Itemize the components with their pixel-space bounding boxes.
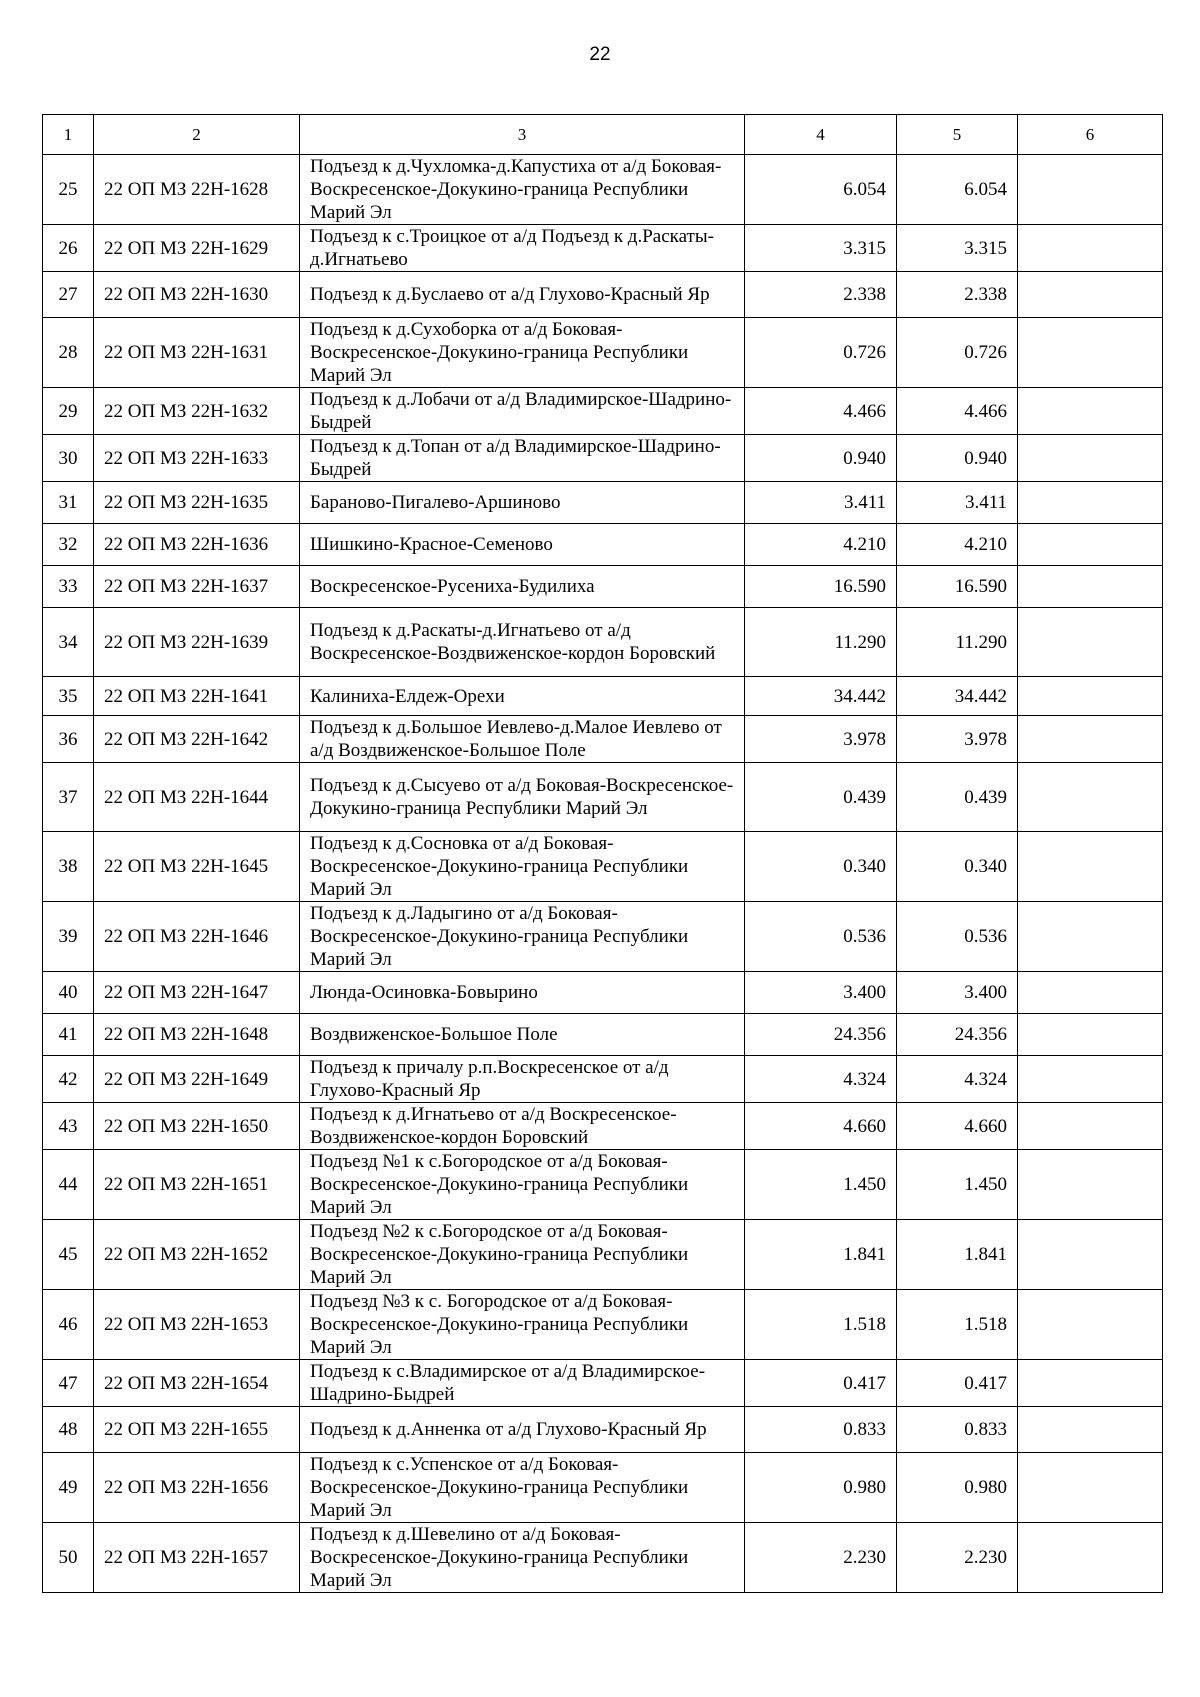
- length-col-4: 0.340: [745, 832, 897, 902]
- row-number: 25: [43, 155, 94, 225]
- road-id: 22 ОП МЗ 22Н-1647: [94, 972, 300, 1014]
- length-col-5: 1.518: [897, 1290, 1018, 1360]
- length-col-5: 0.940: [897, 435, 1018, 482]
- table-body: [43, 155, 1163, 1593]
- road-name: Подъезд к д.Игнатьево от а/д Воскресенское-Воздвиженское-кордон Боровский: [300, 1103, 745, 1150]
- row-number: 26: [43, 225, 94, 272]
- length-col-5: 6.054: [897, 155, 1018, 225]
- road-name: Воскресенское-Русениха-Будилиха: [300, 566, 745, 608]
- table-row: [43, 1014, 1163, 1056]
- road-id: 22 ОП МЗ 22Н-1648: [94, 1014, 300, 1056]
- length-col-4: 0.536: [745, 902, 897, 972]
- note-col-6: [1018, 972, 1163, 1014]
- length-col-4: 1.450: [745, 1150, 897, 1220]
- note-col-6: [1018, 832, 1163, 902]
- table-row: [43, 272, 1163, 318]
- note-col-6: [1018, 1407, 1163, 1453]
- length-col-4: 2.338: [745, 272, 897, 318]
- length-col-4: 24.356: [745, 1014, 897, 1056]
- note-col-6: [1018, 1103, 1163, 1150]
- road-name: Подъезд к д.Сухоборка от а/д Боковая-Воскресенское-Докукино-граница Республики Марий Эл: [300, 318, 745, 388]
- road-name: Люнда-Осиновка-Бовырино: [300, 972, 745, 1014]
- road-name: Подъезд №1 к с.Богородское от а/д Боковая-Воскресенское-Докукино-граница Республики Марий Эл: [300, 1150, 745, 1220]
- road-id: 22 ОП МЗ 22Н-1646: [94, 902, 300, 972]
- length-col-5: 2.230: [897, 1523, 1018, 1593]
- row-number: 47: [43, 1360, 94, 1407]
- note-col-6: [1018, 1056, 1163, 1103]
- length-col-4: 3.315: [745, 225, 897, 272]
- row-number: 36: [43, 716, 94, 763]
- length-col-5: 3.411: [897, 482, 1018, 524]
- row-number: 29: [43, 388, 94, 435]
- table-row: [43, 1290, 1163, 1360]
- row-number: 50: [43, 1523, 94, 1593]
- note-col-6: [1018, 716, 1163, 763]
- road-name: Подъезд к с.Успенское от а/д Боковая-Воскресенское-Докукино-граница Республики Марий Эл: [300, 1453, 745, 1523]
- row-number: 33: [43, 566, 94, 608]
- header-col-4: 4: [745, 115, 897, 155]
- row-number: 39: [43, 902, 94, 972]
- row-number: 42: [43, 1056, 94, 1103]
- length-col-5: 0.980: [897, 1453, 1018, 1523]
- road-name: Подъезд к д.Ладыгино от а/д Боковая-Воскресенское-Докукино-граница Республики Марий Эл: [300, 902, 745, 972]
- road-name: Подъезд к причалу р.п.Воскресенское от а/д Глухово-Красный Яр: [300, 1056, 745, 1103]
- length-col-5: 1.450: [897, 1150, 1018, 1220]
- table-row: [43, 1523, 1163, 1593]
- table-row: [43, 902, 1163, 972]
- row-number: 45: [43, 1220, 94, 1290]
- length-col-5: 16.590: [897, 566, 1018, 608]
- length-col-4: 3.400: [745, 972, 897, 1014]
- row-number: 46: [43, 1290, 94, 1360]
- row-number: 35: [43, 677, 94, 716]
- table-row: [43, 1407, 1163, 1453]
- note-col-6: [1018, 902, 1163, 972]
- road-id: 22 ОП МЗ 22Н-1644: [94, 763, 300, 832]
- road-id: 22 ОП МЗ 22Н-1642: [94, 716, 300, 763]
- note-col-6: [1018, 1014, 1163, 1056]
- length-col-4: 0.833: [745, 1407, 897, 1453]
- note-col-6: [1018, 225, 1163, 272]
- row-number: 49: [43, 1453, 94, 1523]
- table-row: [43, 482, 1163, 524]
- road-id: 22 ОП МЗ 22Н-1636: [94, 524, 300, 566]
- road-id: 22 ОП МЗ 22Н-1656: [94, 1453, 300, 1523]
- note-col-6: [1018, 1523, 1163, 1593]
- note-col-6: [1018, 1150, 1163, 1220]
- table-row: [43, 1056, 1163, 1103]
- road-id: 22 ОП МЗ 22Н-1653: [94, 1290, 300, 1360]
- length-col-4: 34.442: [745, 677, 897, 716]
- header-col-5: 5: [897, 115, 1018, 155]
- row-number: 32: [43, 524, 94, 566]
- road-id: 22 ОП МЗ 22Н-1635: [94, 482, 300, 524]
- table-row: [43, 972, 1163, 1014]
- table-row: [43, 435, 1163, 482]
- road-id: 22 ОП МЗ 22Н-1629: [94, 225, 300, 272]
- road-id: 22 ОП МЗ 22Н-1657: [94, 1523, 300, 1593]
- row-number: 30: [43, 435, 94, 482]
- header-col-6: 6: [1018, 115, 1163, 155]
- road-name: Калиниха-Елдеж-Орехи: [300, 677, 745, 716]
- road-name: Подъезд к д.Сосновка от а/д Боковая-Воскресенское-Докукино-граница Республики Марий Эл: [300, 832, 745, 902]
- road-id: 22 ОП МЗ 22Н-1641: [94, 677, 300, 716]
- length-col-4: 11.290: [745, 608, 897, 677]
- road-id: 22 ОП МЗ 22Н-1654: [94, 1360, 300, 1407]
- table-row: [43, 763, 1163, 832]
- length-col-5: 0.726: [897, 318, 1018, 388]
- road-name: Подъезд к с.Владимирское от а/д Владимирское-Шадрино-Быдрей: [300, 1360, 745, 1407]
- length-col-5: 4.210: [897, 524, 1018, 566]
- row-number: 31: [43, 482, 94, 524]
- roads-table: [42, 114, 1163, 1593]
- table-row: [43, 716, 1163, 763]
- road-name: Подъезд к д.Большое Иевлево-д.Малое Иевлево от а/д Воздвиженское-Большое Поле: [300, 716, 745, 763]
- road-name: Подъезд к д.Сысуево от а/д Боковая-Воскресенское-Докукино-граница Республики Марий Эл: [300, 763, 745, 832]
- road-id: 22 ОП МЗ 22Н-1632: [94, 388, 300, 435]
- road-name: Подъезд к д.Топан от а/д Владимирское-Шадрино-Быдрей: [300, 435, 745, 482]
- road-name: Подъезд №2 к с.Богородское от а/д Боковая-Воскресенское-Докукино-граница Республики Марий Эл: [300, 1220, 745, 1290]
- length-col-4: 0.940: [745, 435, 897, 482]
- length-col-5: 3.978: [897, 716, 1018, 763]
- road-id: 22 ОП МЗ 22Н-1651: [94, 1150, 300, 1220]
- length-col-5: 0.340: [897, 832, 1018, 902]
- table-row: [43, 1360, 1163, 1407]
- road-name: Шишкино-Красное-Семеново: [300, 524, 745, 566]
- length-col-5: 0.439: [897, 763, 1018, 832]
- length-col-4: 4.466: [745, 388, 897, 435]
- table-row: [43, 225, 1163, 272]
- length-col-4: 2.230: [745, 1523, 897, 1593]
- note-col-6: [1018, 388, 1163, 435]
- length-col-4: 1.841: [745, 1220, 897, 1290]
- row-number: 44: [43, 1150, 94, 1220]
- road-name: Подъезд №3 к с. Богородское от а/д Боковая-Воскресенское-Докукино-граница Республики Марий Эл: [300, 1290, 745, 1360]
- road-id: 22 ОП МЗ 22Н-1645: [94, 832, 300, 902]
- road-name: Подъезд к д.Шевелино от а/д Боковая-Воскресенское-Докукино-граница Республики Марий Эл: [300, 1523, 745, 1593]
- note-col-6: [1018, 1453, 1163, 1523]
- note-col-6: [1018, 677, 1163, 716]
- length-col-4: 3.978: [745, 716, 897, 763]
- road-id: 22 ОП МЗ 22Н-1639: [94, 608, 300, 677]
- table-row: [43, 524, 1163, 566]
- length-col-4: 0.980: [745, 1453, 897, 1523]
- road-id: 22 ОП МЗ 22Н-1633: [94, 435, 300, 482]
- length-col-4: 4.660: [745, 1103, 897, 1150]
- length-col-4: 1.518: [745, 1290, 897, 1360]
- length-col-5: 4.324: [897, 1056, 1018, 1103]
- road-id: 22 ОП МЗ 22Н-1650: [94, 1103, 300, 1150]
- road-id: 22 ОП МЗ 22Н-1637: [94, 566, 300, 608]
- note-col-6: [1018, 1220, 1163, 1290]
- road-id: 22 ОП МЗ 22Н-1649: [94, 1056, 300, 1103]
- note-col-6: [1018, 272, 1163, 318]
- road-id: 22 ОП МЗ 22Н-1652: [94, 1220, 300, 1290]
- road-id: 22 ОП МЗ 22Н-1630: [94, 272, 300, 318]
- row-number: 43: [43, 1103, 94, 1150]
- table-row: [43, 832, 1163, 902]
- note-col-6: [1018, 566, 1163, 608]
- page-number: 22: [589, 44, 611, 65]
- table-header-row: [43, 115, 1163, 155]
- row-number: 37: [43, 763, 94, 832]
- road-name: Подъезд к д.Чухломка-д.Капустиха от а/д Боковая-Воскресенское-Докукино-граница Республики Марий Эл: [300, 155, 745, 225]
- note-col-6: [1018, 524, 1163, 566]
- road-name: Подъезд к д.Анненка от а/д Глухово-Красный Яр: [300, 1407, 745, 1453]
- row-number: 34: [43, 608, 94, 677]
- length-col-5: 0.833: [897, 1407, 1018, 1453]
- table-row: [43, 388, 1163, 435]
- header-col-2: 2: [94, 115, 300, 155]
- length-col-5: 4.660: [897, 1103, 1018, 1150]
- note-col-6: [1018, 318, 1163, 388]
- table-row: [43, 1220, 1163, 1290]
- length-col-4: 0.417: [745, 1360, 897, 1407]
- length-col-4: 4.210: [745, 524, 897, 566]
- length-col-5: 0.417: [897, 1360, 1018, 1407]
- row-number: 48: [43, 1407, 94, 1453]
- table-row: [43, 155, 1163, 225]
- length-col-5: 34.442: [897, 677, 1018, 716]
- table-row: [43, 677, 1163, 716]
- length-col-4: 0.726: [745, 318, 897, 388]
- road-id: 22 ОП МЗ 22Н-1631: [94, 318, 300, 388]
- row-number: 40: [43, 972, 94, 1014]
- road-name: Воздвиженское-Большое Поле: [300, 1014, 745, 1056]
- row-number: 41: [43, 1014, 94, 1056]
- table-row: [43, 566, 1163, 608]
- table-row: [43, 318, 1163, 388]
- length-col-5: 11.290: [897, 608, 1018, 677]
- road-name: Подъезд к д.Лобачи от а/д Владимирское-Шадрино-Быдрей: [300, 388, 745, 435]
- length-col-5: 3.315: [897, 225, 1018, 272]
- header-col-3: 3: [300, 115, 745, 155]
- header-col-1: 1: [43, 115, 94, 155]
- road-name: Подъезд к с.Троицкое от а/д Подъезд к д.Раскаты-д.Игнатьево: [300, 225, 745, 272]
- length-col-4: 6.054: [745, 155, 897, 225]
- length-col-5: 3.400: [897, 972, 1018, 1014]
- note-col-6: [1018, 608, 1163, 677]
- length-col-4: 4.324: [745, 1056, 897, 1103]
- length-col-4: 3.411: [745, 482, 897, 524]
- row-number: 27: [43, 272, 94, 318]
- road-id: 22 ОП МЗ 22Н-1628: [94, 155, 300, 225]
- note-col-6: [1018, 1360, 1163, 1407]
- length-col-5: 2.338: [897, 272, 1018, 318]
- table-row: [43, 1150, 1163, 1220]
- note-col-6: [1018, 435, 1163, 482]
- road-id: 22 ОП МЗ 22Н-1655: [94, 1407, 300, 1453]
- note-col-6: [1018, 763, 1163, 832]
- length-col-5: 24.356: [897, 1014, 1018, 1056]
- note-col-6: [1018, 482, 1163, 524]
- road-name: Бараново-Пигалево-Аршиново: [300, 482, 745, 524]
- length-col-4: 16.590: [745, 566, 897, 608]
- length-col-4: 0.439: [745, 763, 897, 832]
- note-col-6: [1018, 1290, 1163, 1360]
- note-col-6: [1018, 155, 1163, 225]
- length-col-5: 4.466: [897, 388, 1018, 435]
- length-col-5: 0.536: [897, 902, 1018, 972]
- table-row: [43, 608, 1163, 677]
- table-row: [43, 1103, 1163, 1150]
- road-name: Подъезд к д.Буслаево от а/д Глухово-Красный Яр: [300, 272, 745, 318]
- row-number: 28: [43, 318, 94, 388]
- table-row: [43, 1453, 1163, 1523]
- row-number: 38: [43, 832, 94, 902]
- road-name: Подъезд к д.Раскаты-д.Игнатьево от а/д Воскресенское-Воздвиженское-кордон Боровский: [300, 608, 745, 677]
- length-col-5: 1.841: [897, 1220, 1018, 1290]
